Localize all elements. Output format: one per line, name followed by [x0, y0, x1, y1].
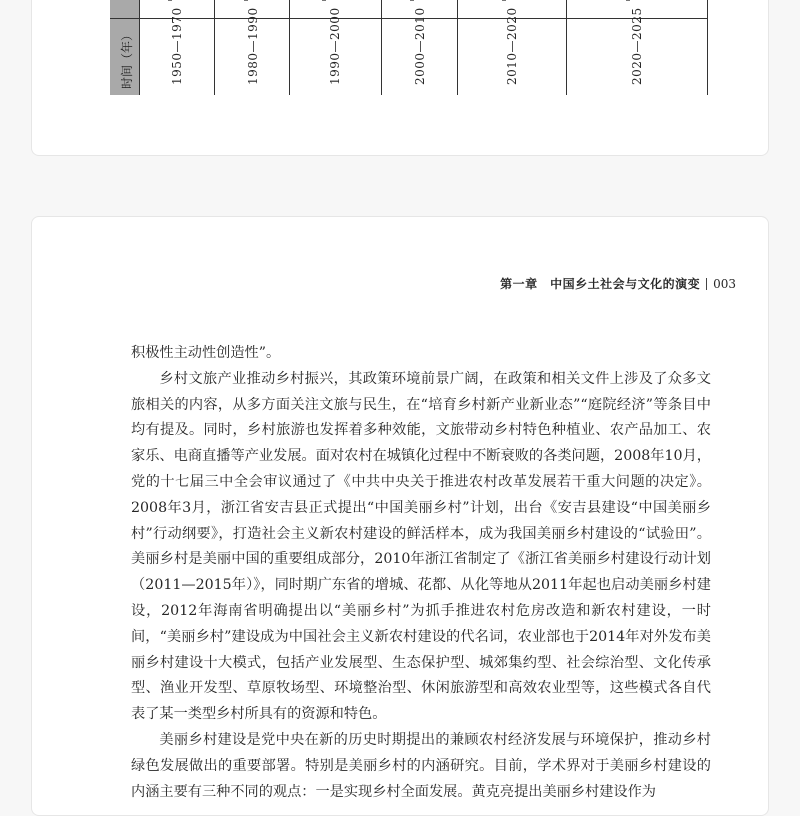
paragraph: 积极性主动性创造性”。	[131, 345, 281, 361]
running-header	[500, 275, 736, 292]
cut-text-fragment	[244, 0, 248, 1]
table-header-label: 时间（年）	[120, 28, 134, 89]
paragraph: 乡村文旅产业推动乡村振兴，其政策环境前景广阔，在政策和相关文件上涉及了众多文旅相关的内容，从多方面关注文旅与民生，在“培育乡村新产业新业态”“庭院经济”等条目中均有提及。同时，乡村旅游也发挥着多种效能，文旅带动乡村特色种植业、农产品加工、农家乐、电商直播等产业发展。面对农村在城镇化过程中不断衰败的各类问题，2008年10月，党的十七届三中全会审议通过了《中共中央关于推进农村改革发展若干重大问题的决定》。2008年3月，浙江省安吉县正式提出“中国美丽乡村”计划，出台《安吉县建设“中国美丽乡村”行动纲要》，打造社会主义新农村建设的鲜活样本，成为我国美丽乡村建设的“试验田”。美丽乡村是美丽中国的重要组成部分，2010年浙江省制定了《浙江省美丽乡村建设行动计划（2011—2015年）》，同时期广东省的增城、花都、从化等地从2011年起也启动美丽乡村建设，2012年海南省明确提出以“美丽乡村”为抓手推进农村危房改造和新农村建设，一时间，“美丽乡村”建设成为中国社会主义新农村建设的代名词，农业部也于2014年对外发布美丽乡村建设十大模式，包括产业发展型、生态保护型、城郊集约型、社会综治型、文化传承型、渔业开发型、草原牧场型、环境整治型、休闲旅游型和高效农业型等，这些模式各自代表了某一类型乡村所具有的资源和特色。	[131, 370, 711, 723]
period-label: 1980—1990	[246, 7, 260, 85]
period-label: 2020—2025	[630, 7, 644, 85]
cut-text-fragment	[168, 0, 172, 1]
header-divider	[706, 278, 707, 290]
cut-text-fragment	[626, 0, 630, 1]
chapter-title: 第一章 中国乡土社会与文化的演变	[500, 277, 701, 291]
period-label: 2010—2020	[505, 7, 519, 85]
period-label: 1950—1970	[170, 7, 184, 85]
body-text	[131, 341, 711, 805]
page-number: 003	[713, 276, 736, 291]
book-page	[31, 216, 769, 816]
rotated-table	[110, 0, 708, 95]
table-rule	[110, 18, 708, 19]
paragraph: 美丽乡村建设是党中央在新的历史时期提出的兼顾农村经济发展与环境保护，推动乡村绿色发展做出的重要部署。特别是美丽乡村的内涵研究。目前，学术界对于美丽乡村建设的内涵主要有三种不同的观点：一是实现乡村全面发展。黄克亮提出美丽乡村建设作为	[131, 731, 711, 800]
table-header-column	[110, 0, 140, 95]
cut-text-fragment	[322, 0, 326, 1]
cut-text-fragment	[410, 0, 414, 1]
cut-text-fragment	[502, 0, 506, 1]
previous-page	[31, 0, 769, 156]
period-label: 2000—2010	[413, 7, 427, 85]
period-label: 1990—2000	[328, 7, 342, 85]
